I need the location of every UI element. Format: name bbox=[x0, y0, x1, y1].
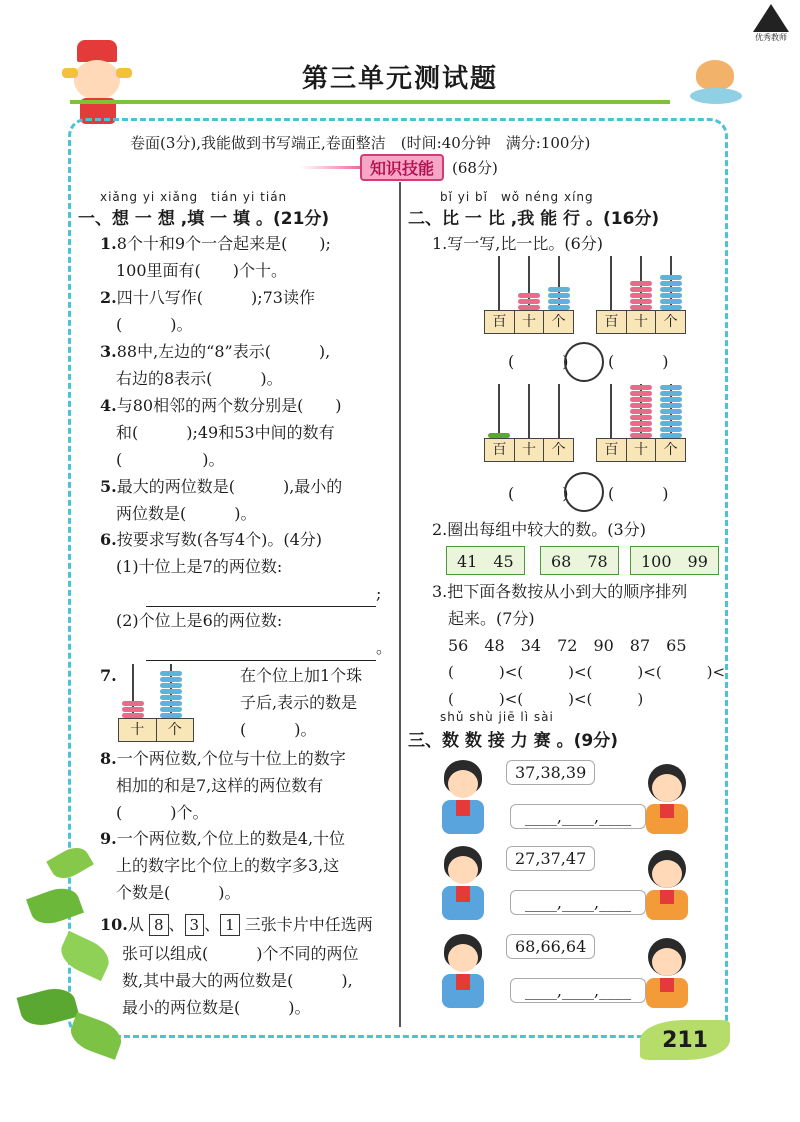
abacus-2 bbox=[596, 256, 686, 334]
abacus-bead bbox=[660, 421, 682, 426]
abacus-bead-stack bbox=[548, 286, 570, 310]
abacus-bead bbox=[160, 689, 182, 694]
q4-line1: 与80相邻的两个数分别是( ) bbox=[116, 396, 342, 415]
r3-line2: 起来。(7分) bbox=[448, 609, 535, 628]
abacus-bead bbox=[548, 287, 570, 292]
abacus-bead-stack bbox=[660, 384, 682, 438]
abacus-bead bbox=[630, 415, 652, 420]
abacus-bead bbox=[630, 403, 652, 408]
q10-num: 10. bbox=[100, 915, 128, 934]
abacus-bead bbox=[160, 695, 182, 700]
abacus-base bbox=[484, 438, 574, 462]
girl-icon bbox=[642, 764, 692, 836]
abacus-place-label: 个 bbox=[551, 314, 566, 330]
abacus-base bbox=[596, 438, 686, 462]
abacus-base bbox=[596, 310, 686, 334]
girl-icon bbox=[642, 850, 692, 922]
q3-num: 3. bbox=[100, 342, 117, 361]
r1-blank-3[interactable]: ( ) bbox=[508, 484, 569, 503]
relay-row-1 bbox=[430, 756, 720, 841]
q10-pre: 从 bbox=[127, 915, 144, 934]
abacus-place-label: 百 bbox=[485, 311, 515, 333]
abacus-bead bbox=[630, 293, 652, 298]
compare-pair-2[interactable]: 68 78 bbox=[540, 546, 619, 575]
q6-end2: 。 bbox=[376, 638, 393, 657]
banner-score: (68分) bbox=[452, 158, 498, 177]
abacus-bead bbox=[630, 397, 652, 402]
abacus-bead bbox=[518, 299, 540, 304]
question-4 bbox=[100, 392, 395, 473]
abacus-bead bbox=[630, 427, 652, 432]
relay-answer-1[interactable]: ____,____,____ bbox=[510, 804, 646, 829]
abacus-4 bbox=[596, 384, 686, 462]
abacus-bead bbox=[630, 287, 652, 292]
question-7 bbox=[240, 662, 395, 743]
abacus-3 bbox=[484, 384, 574, 462]
abacus-bead bbox=[160, 677, 182, 682]
relay-answer-2[interactable]: ____,____,____ bbox=[510, 890, 646, 915]
abacus-place-label: 十 bbox=[515, 439, 545, 461]
q4-line3: ( )。 bbox=[116, 450, 225, 469]
q6-line1: 按要求写数(各写4个)。(4分) bbox=[116, 530, 323, 549]
abacus-bead bbox=[660, 397, 682, 402]
q10-line4: 最小的两位数是( )。 bbox=[122, 998, 311, 1017]
sec3-pinyin: shǔ shù jiē lì sài bbox=[440, 710, 554, 724]
question-8 bbox=[100, 745, 395, 826]
q10-card-1: 8 bbox=[149, 914, 169, 936]
r3-row2[interactable]: ( )<( )<( ) bbox=[448, 690, 644, 708]
q10-line3: 数,其中最大的两位数是( ), bbox=[122, 971, 353, 990]
relay-answer-3[interactable]: ____,____,____ bbox=[510, 978, 646, 1003]
sec1-heading: 一、想 一 想 ,填 一 填 。(21分) bbox=[78, 209, 330, 229]
question-2 bbox=[100, 284, 395, 338]
question-1 bbox=[100, 230, 395, 284]
question-7-number: 7. bbox=[100, 666, 117, 685]
boy-icon bbox=[438, 846, 488, 922]
intro-note: 卷面(3分),我能做到书写端正,卷面整洁 (时间:40分钟 满分:100分) bbox=[130, 134, 591, 152]
question-9 bbox=[100, 825, 395, 906]
abacus-rod bbox=[498, 256, 500, 312]
logo-text: 优秀教师 bbox=[755, 33, 787, 42]
abacus-bead-stack bbox=[630, 280, 652, 310]
r1-blank-4[interactable]: ( ) bbox=[608, 484, 669, 503]
q9-line3: 个数是( )。 bbox=[116, 883, 241, 902]
r3-row1[interactable]: ( )<( )<( )<( )< bbox=[448, 663, 726, 681]
abacus-bead bbox=[660, 293, 682, 298]
r1-blank-1[interactable]: ( ) bbox=[508, 352, 569, 371]
sec2-pinyin: bǐ yi bǐ wǒ néng xíng bbox=[440, 190, 594, 204]
compare-circle-2[interactable] bbox=[564, 472, 604, 512]
abacus-bead-stack bbox=[660, 274, 682, 310]
relay-row-3 bbox=[430, 930, 720, 1015]
relay-seq-3: 68,66,64 bbox=[506, 934, 595, 959]
page-title: 第三单元测试题 bbox=[301, 64, 498, 94]
logo-triangle-icon bbox=[753, 4, 789, 32]
q8-num: 8. bbox=[100, 749, 117, 768]
abacus-place-label: 十 bbox=[515, 311, 545, 333]
abacus-place-label: 百 bbox=[597, 439, 627, 461]
abacus-bead bbox=[660, 409, 682, 414]
q10-post: 三张卡片中任选两 bbox=[244, 915, 373, 934]
q6-end1: ; bbox=[376, 584, 382, 603]
abacus-bead bbox=[660, 281, 682, 286]
abacus-bead bbox=[660, 287, 682, 292]
q3-line1: 88中,左边的“8”表示( ), bbox=[116, 342, 331, 361]
sec3-heading: 三、数 数 接 力 赛 。(9分) bbox=[408, 731, 618, 751]
q1-line2: 100里面有( )个十。 bbox=[116, 261, 288, 280]
abacus-bead-stack bbox=[630, 384, 652, 438]
sec1-pinyin: xiǎng yi xiǎng tián yi tián bbox=[100, 190, 288, 204]
q6-answer-line-1[interactable] bbox=[146, 588, 376, 607]
title-underline bbox=[70, 100, 670, 104]
sec2-heading: 二、比 一 比 ,我 能 行 。(16分) bbox=[408, 209, 660, 229]
abacus-place-label: 十 bbox=[627, 311, 657, 333]
abacus-bead bbox=[160, 671, 182, 676]
abacus-bead bbox=[660, 275, 682, 280]
abacus-place-label: 个 bbox=[551, 442, 566, 458]
abacus-rod bbox=[610, 256, 612, 312]
relay-row-2 bbox=[430, 842, 720, 927]
abacus-bead bbox=[630, 299, 652, 304]
abacus-1 bbox=[484, 256, 574, 334]
abacus-rod bbox=[610, 384, 612, 440]
compare-circle-1[interactable] bbox=[564, 342, 604, 382]
relay-seq-2: 27,37,47 bbox=[506, 846, 595, 871]
q9-num: 9. bbox=[100, 829, 117, 848]
q3-line2: 右边的8表示( )。 bbox=[116, 369, 283, 388]
q10-line2: 张可以组成( )个不同的两位 bbox=[122, 944, 359, 963]
q2-line1: 四十八写作( );73读作 bbox=[116, 288, 315, 307]
abacus-bead bbox=[122, 707, 144, 712]
q5-line1: 最大的两位数是( ),最小的 bbox=[116, 477, 343, 496]
q8-line3: ( )个。 bbox=[116, 803, 209, 822]
abacus-bead bbox=[160, 683, 182, 688]
q9-line1: 一个两位数,个位上的数是4,十位 bbox=[116, 829, 346, 848]
q6-sub1: (1)十位上是7的两位数: bbox=[116, 557, 283, 576]
q7-abacus-label-tens: 十 bbox=[119, 719, 157, 741]
q1-line1: 8个十和9个一合起来是( ); bbox=[116, 234, 331, 253]
abacus-bead bbox=[660, 391, 682, 396]
r1-text: 1.写一写,比一比。(6分) bbox=[432, 234, 604, 253]
section-banner bbox=[300, 156, 498, 178]
q4-line2: 和( );49和53中间的数有 bbox=[116, 423, 335, 442]
q9-line2: 上的数字比个位上的数字多3,这 bbox=[116, 856, 340, 875]
abacus-bead bbox=[660, 415, 682, 420]
abacus-bead bbox=[518, 293, 540, 298]
abacus-bead bbox=[630, 281, 652, 286]
leaf-decoration-icon bbox=[20, 850, 130, 1070]
q7-line1: 在个位上加1个珠 bbox=[240, 666, 363, 685]
abacus-place-label: 个 bbox=[663, 442, 678, 458]
q7-abacus-label-ones: 个 bbox=[167, 722, 182, 738]
logo bbox=[748, 4, 794, 44]
r1-blank-2[interactable]: ( ) bbox=[608, 352, 669, 371]
abacus-place-label: 百 bbox=[485, 439, 515, 461]
abacus-bead bbox=[630, 409, 652, 414]
abacus-bead bbox=[630, 391, 652, 396]
q8-line1: 一个两位数,个位与十位上的数字 bbox=[116, 749, 346, 768]
q4-num: 4. bbox=[100, 396, 117, 415]
question-3 bbox=[100, 338, 395, 392]
q2-num: 2. bbox=[100, 288, 117, 307]
abacus-bead bbox=[660, 403, 682, 408]
abacus-bead bbox=[630, 421, 652, 426]
q5-line2: 两位数是( )。 bbox=[116, 504, 257, 523]
column-divider bbox=[399, 182, 401, 1027]
abacus-bead bbox=[548, 299, 570, 304]
r3-line1: 3.把下面各数按从小到大的顺序排列 bbox=[432, 582, 688, 601]
q6-answer-line-2[interactable] bbox=[146, 642, 376, 661]
abacus-bead bbox=[660, 427, 682, 432]
abacus-bead bbox=[630, 385, 652, 390]
banner-label: 知识技能 bbox=[360, 154, 444, 181]
relay-seq-1: 37,38,39 bbox=[506, 760, 595, 785]
q6-num: 6. bbox=[100, 530, 117, 549]
abacus-bead-stack bbox=[518, 292, 540, 310]
abacus-place-label: 百 bbox=[597, 311, 627, 333]
abacus-bead bbox=[660, 385, 682, 390]
question-6 bbox=[100, 526, 395, 661]
q10-card-2: 3 bbox=[185, 914, 205, 936]
abacus-bead bbox=[160, 707, 182, 712]
q5-num: 5. bbox=[100, 477, 117, 496]
abacus-rod bbox=[558, 384, 560, 440]
abacus-base bbox=[484, 310, 574, 334]
q7-abacus bbox=[118, 664, 194, 742]
r3-numbers: 56 48 34 72 90 87 65 bbox=[448, 636, 687, 655]
q2-line2: ( )。 bbox=[116, 315, 193, 334]
q7-line3: ( )。 bbox=[240, 720, 317, 739]
q1-num: 1. bbox=[100, 234, 117, 253]
abacus-place-label: 十 bbox=[627, 439, 657, 461]
r2-text: 2.圈出每组中较大的数。(3分) bbox=[432, 520, 646, 539]
banner-decoration bbox=[300, 166, 360, 169]
abacus-rod bbox=[528, 384, 530, 440]
q10-card-3: 1 bbox=[220, 914, 240, 936]
abacus-bead bbox=[160, 701, 182, 706]
question-10: 10.从 8 、 3 、 1 三张卡片中任选两 张可以组成( )个不同的两位 数,其中最大的两位数是( ), 最小的两位数是( )。 bbox=[100, 910, 395, 1021]
q8-line2: 相加的和是7,这样的两位数有 bbox=[116, 776, 324, 795]
boy-icon bbox=[438, 760, 488, 836]
page-number: 211 bbox=[662, 1028, 708, 1053]
abacus-bead bbox=[660, 299, 682, 304]
boy-icon bbox=[438, 934, 488, 1010]
abacus-bead bbox=[548, 293, 570, 298]
girl-icon bbox=[642, 938, 692, 1010]
abacus-place-label: 个 bbox=[663, 314, 678, 330]
abacus-bead bbox=[122, 701, 144, 706]
question-5 bbox=[100, 473, 395, 527]
q7-line2: 子后,表示的数是 bbox=[240, 693, 358, 712]
compare-pair-3[interactable]: 100 99 bbox=[630, 546, 719, 575]
question-r3 bbox=[432, 578, 727, 713]
q6-sub2: (2)个位上是6的两位数: bbox=[116, 611, 283, 630]
compare-pair-1[interactable]: 41 45 bbox=[446, 546, 525, 575]
